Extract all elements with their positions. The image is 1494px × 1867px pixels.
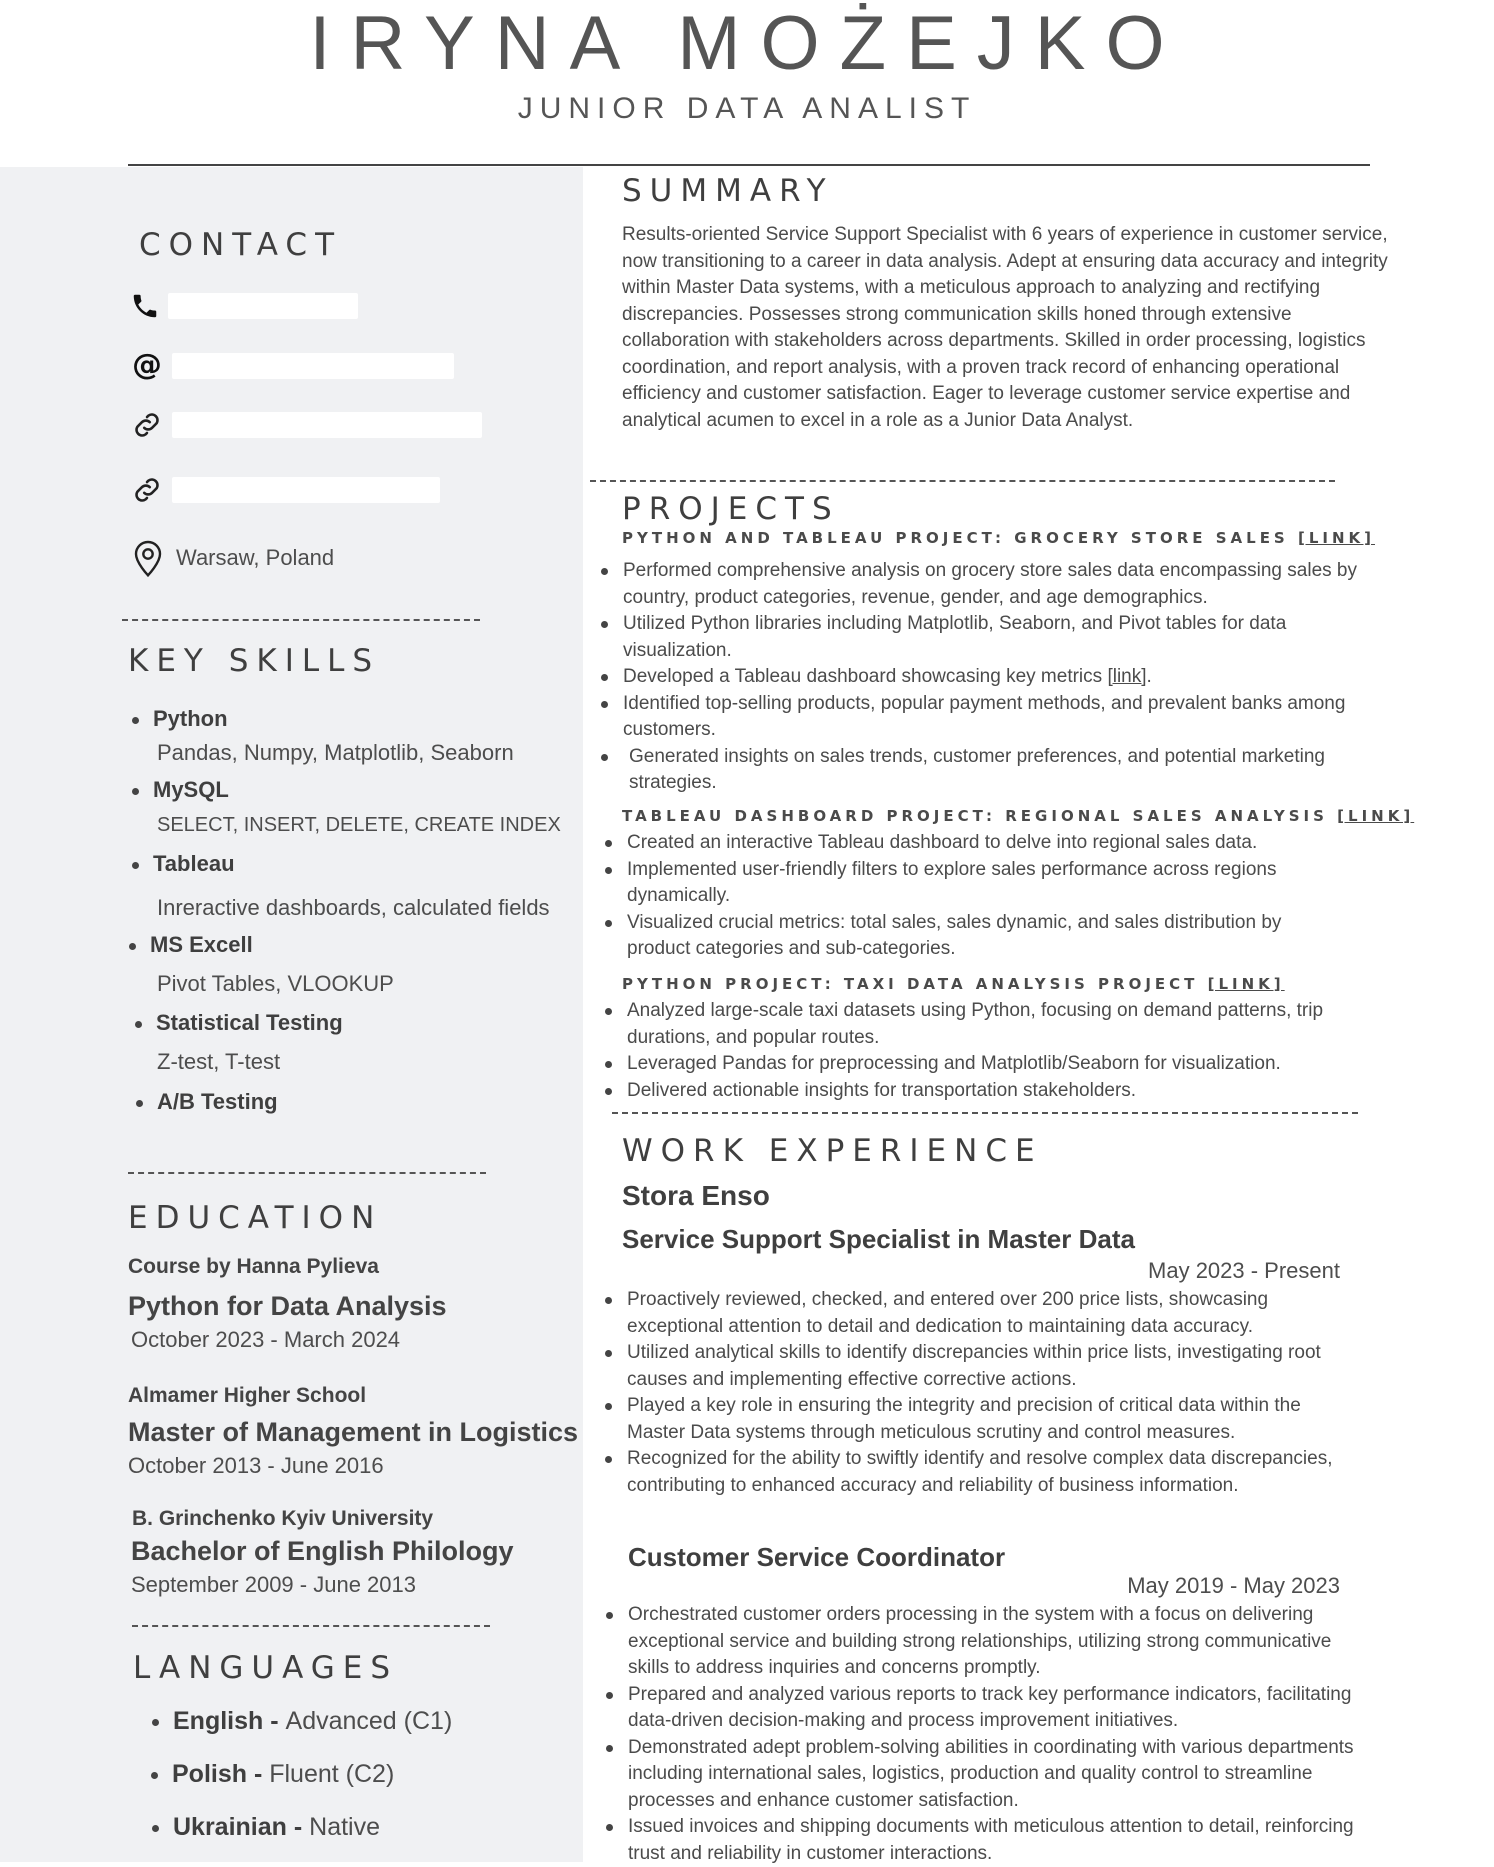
list-item: Identified top-selling products, popular payment methods, and prevalent banks among customers. — [623, 691, 1393, 744]
main-divider — [612, 1112, 1358, 1114]
location-text: Warsaw, Poland — [176, 545, 335, 570]
list-item: Analyzed large-scale taxi datasets using Python, focusing on demand patterns, trip durations, and popular routes. — [627, 998, 1347, 1051]
list-item: Recognized for the ability to swiftly identify and resolve complex data discrepancies, contributing to enhanced accuracy and reliability of business information. — [627, 1446, 1347, 1499]
education-dates: October 2023 - March 2024 — [131, 1327, 401, 1352]
link-icon — [130, 473, 164, 507]
dashboard-link[interactable]: [link] — [1107, 666, 1147, 687]
at-sign-icon — [130, 349, 164, 383]
job-dates: May 2019 - May 2023 — [1127, 1573, 1340, 1598]
bullet — [129, 943, 136, 950]
sidebar-divider — [122, 619, 480, 621]
location-pin-icon — [132, 538, 164, 578]
sidebar-divider — [128, 1172, 486, 1174]
contact-link2-row — [130, 470, 440, 510]
list-item: Issued invoices and shipping documents with meticulous attention to detail, reinforcing trust and reliability in customer interactions. — [628, 1814, 1358, 1867]
skill-detail: Z-test, T-test — [157, 1049, 281, 1074]
phone-redacted — [168, 293, 358, 319]
bullet — [132, 717, 139, 724]
experience-heading: WORK EXPERIENCE — [622, 1133, 1043, 1169]
education-institution: Almamer Higher School — [128, 1384, 367, 1407]
summary-heading: SUMMARY — [622, 173, 834, 209]
education-degree: Bachelor of English Philology — [131, 1536, 514, 1566]
skill-item: MS Excell — [129, 932, 253, 958]
skill-detail: Inreractive dashboards, calculated fields — [157, 895, 550, 920]
list-item: Implemented user-friendly filters to explore sales performance across regions dynamically. — [627, 857, 1347, 910]
list-item: Utilized Python libraries including Matplotlib, Seaborn, and Pivot tables for data visualization. — [623, 611, 1393, 664]
education-dates: October 2013 - June 2016 — [128, 1453, 384, 1478]
skill-item: Statistical Testing — [135, 1010, 343, 1036]
main-divider — [590, 480, 1335, 482]
link1-redacted — [172, 412, 482, 438]
project-bullets — [627, 998, 1347, 1104]
project-link[interactable]: [LINK] — [1337, 807, 1415, 825]
list-item: Developed a Tableau dashboard showcasing key metrics [link]. — [623, 664, 1393, 691]
bullet — [152, 1719, 159, 1726]
job-bullets — [627, 1287, 1347, 1499]
language-item: Ukrainian - Native — [152, 1813, 380, 1842]
skill-item: Python — [132, 706, 228, 732]
list-item: Demonstrated adept problem-solving abilities in coordinating with various departments including international sales, logistics, production and quality control to streamline processes and enhance customer satisfaction. — [628, 1735, 1358, 1815]
candidate-name: IRYNA MOŻEJKO — [309, 1, 1185, 86]
skill-item: A/B Testing — [136, 1089, 278, 1115]
skill-detail: Pivot Tables, VLOOKUP — [157, 971, 394, 996]
skills-heading: KEY SKILLS — [128, 643, 381, 679]
projects-heading: PROJECTS — [622, 491, 840, 527]
sidebar-divider — [132, 1625, 490, 1627]
job-bullets — [628, 1602, 1358, 1867]
education-institution: B. Grinchenko Kyiv University — [132, 1507, 434, 1530]
project-bullets — [627, 830, 1347, 963]
skill-item: MySQL — [132, 777, 229, 803]
skill-detail: SELECT, INSERT, DELETE, CREATE INDEX — [157, 814, 561, 836]
list-item: Orchestrated customer orders processing in the system with a focus on delivering exceptional service and building strong relationships, utilizing strong communicative skills to address inquiries and concerns promptly. — [628, 1602, 1358, 1682]
company-name: Stora Enso — [622, 1180, 770, 1211]
list-item: Performed comprehensive analysis on grocery store sales data encompassing sales by country, product categories, revenue, gender, and age demographics. — [623, 558, 1393, 611]
list-item: Delivered actionable insights for transportation stakeholders. — [627, 1078, 1347, 1105]
list-item: Prepared and analyzed various reports to track key performance indicators, facilitating data-driven decision-making and process improvement initiatives. — [628, 1682, 1358, 1735]
project-link[interactable]: [LINK] — [1207, 975, 1285, 993]
language-item: Polish - Fluent (C2) — [151, 1760, 394, 1789]
bullet — [152, 1825, 159, 1832]
project-bullets — [623, 558, 1393, 797]
list-item: Leveraged Pandas for preprocessing and Matplotlib/Seaborn for visualization. — [627, 1051, 1347, 1078]
education-degree: Master of Management in Logistics — [128, 1417, 579, 1447]
contact-link1-row — [130, 405, 482, 445]
languages-heading: LANGUAGES — [133, 1650, 399, 1686]
bullet — [132, 862, 139, 869]
list-item: Visualized crucial metrics: total sales, sales dynamic, and sales distribution by product categories and sub-categories. — [627, 910, 1347, 963]
project-link[interactable]: [LINK] — [1297, 529, 1375, 547]
bullet — [132, 788, 139, 795]
contact-email-row — [130, 346, 454, 386]
language-item: English - Advanced (C1) — [152, 1707, 452, 1736]
project-title: TABLEAU DASHBOARD PROJECT: REGIONAL SALES ANALYSIS [LINK] — [622, 807, 1415, 825]
summary-text: Results-oriented Service Support Specialist with 6 years of experience in customer service, now transitioning to a career in data analysis. Adept at ensuring data accuracy and integrity within Master Data systems, with a meticulous approach to analyzing and rectifying discrepancies. Possesses strong communication skills honed through extensive collaboration with stakeholders across departments. Skilled in order processing, logistics coordination, and report analysis, with a proven track record of enhancing operational efficiency and customer satisfaction. Eager to leverage customer service expertise and analytical acumen to excel in a role as a Junior Data Analyst. — [622, 224, 1388, 431]
job-dates: May 2023 - Present — [1148, 1258, 1340, 1283]
email-redacted — [172, 353, 454, 379]
list-item: Played a key role in ensuring the integrity and precision of critical data within the Master Data systems through meticulous scrutiny and control measures. — [627, 1393, 1347, 1446]
education-dates: September 2009 - June 2013 — [131, 1572, 416, 1597]
list-item: Utilized analytical skills to identify discrepancies within price lists, investigating root causes and implementing effective corrective actions. — [627, 1340, 1347, 1393]
link-icon — [130, 408, 164, 442]
education-degree: Python for Data Analysis — [128, 1291, 447, 1321]
job-title: Service Support Specialist in Master Data — [622, 1224, 1135, 1254]
project-title: PYTHON AND TABLEAU PROJECT: GROCERY STORE SALES [LINK] — [622, 529, 1375, 547]
bullet — [135, 1021, 142, 1028]
education-institution: Course by Hanna Pylieva — [128, 1255, 379, 1278]
skill-detail: Pandas, Numpy, Matplotlib, Seaborn — [157, 740, 514, 765]
phone-icon — [130, 289, 160, 323]
list-item: Proactively reviewed, checked, and entered over 200 price lists, showcasing exceptional attention to detail and dedication to maintaining data accuracy. — [627, 1287, 1347, 1340]
header-divider — [128, 164, 1370, 166]
contact-heading: CONTACT — [139, 227, 343, 263]
contact-location-row — [132, 538, 334, 578]
list-item: Generated insights on sales trends, customer preferences, and potential marketing strategies. — [623, 744, 1393, 797]
contact-phone-row — [130, 286, 358, 326]
job-title: Customer Service Coordinator — [628, 1542, 1006, 1572]
skill-item: Tableau — [132, 851, 235, 877]
bullet — [136, 1100, 143, 1107]
list-item: Created an interactive Tableau dashboard to delve into regional sales data. — [627, 830, 1347, 857]
education-heading: EDUCATION — [128, 1200, 383, 1236]
candidate-role: JUNIOR DATA ANALIST — [517, 92, 977, 125]
link2-redacted — [172, 477, 440, 503]
svg-text:@: @ — [132, 349, 162, 383]
project-title: PYTHON PROJECT: TAXI DATA ANALYSIS PROJECT [LINK] — [622, 975, 1285, 993]
bullet — [151, 1772, 158, 1779]
